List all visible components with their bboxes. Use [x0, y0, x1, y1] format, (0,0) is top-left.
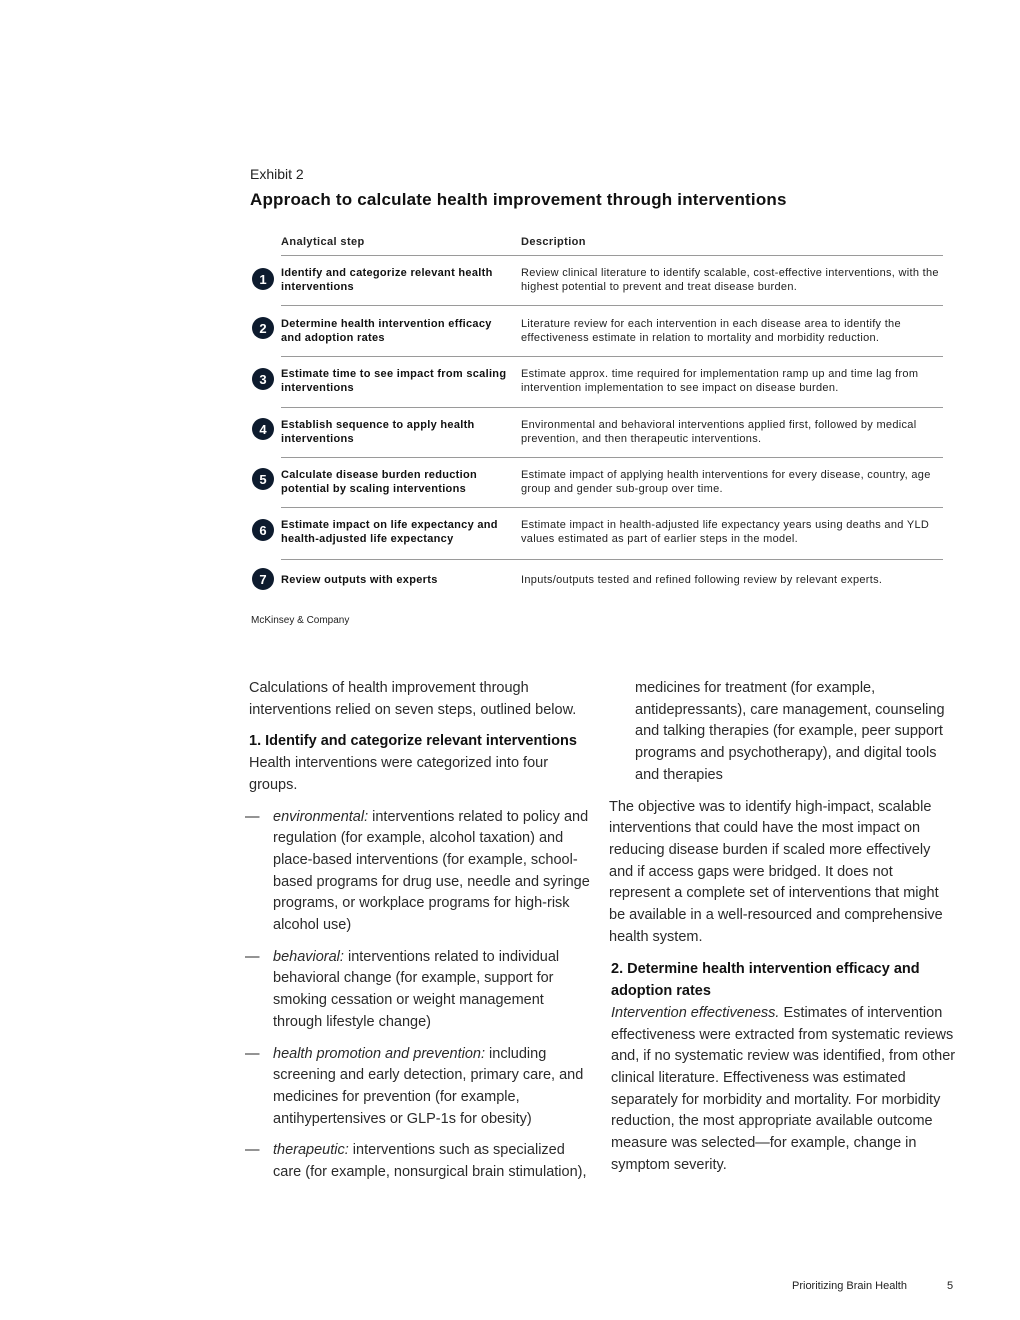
- section-1-heading: 1. Identify and categorize relevant interventions: [249, 733, 577, 750]
- section-1-text: Health interventions were categorized into four groups.: [249, 755, 549, 793]
- bullet-health-promotion: [245, 1044, 594, 1131]
- table-divider: [281, 559, 943, 560]
- bullet-dash: —: [245, 1142, 260, 1159]
- left-column: [245, 678, 594, 1184]
- step-number-badge: 2: [252, 317, 274, 339]
- step-description: Inputs/outputs tested and refined following review by relevant experts.: [521, 574, 883, 586]
- bullet-therapeutic-continued: medicines for treatment (for example, antidepressants), care management, counseling and talking therapies (for example, peer support programs and psychotherapy), and digital tools and therapies: [635, 680, 945, 783]
- bullet-text: interventions such as specialized care (for example, nonsurgical brain stimulation),: [273, 1142, 587, 1181]
- step-label: Determine health intervention efficacy and adoption rates: [281, 318, 492, 344]
- step-number-badge: 7: [252, 568, 274, 590]
- bullet-label: behavioral:: [273, 948, 344, 965]
- step-description: Estimate impact of applying health interventions for every disease, country, age group and gender sub-group over time.: [521, 469, 931, 495]
- objective-paragraph: The objective was to identify high-impact, scalable interventions that could have the most impact on reducing disease burden if scaled more effectively and if access gaps were bridged. It does not represent a complete set of interventions that might be available in a well-resourced and comprehensive health system.: [609, 798, 943, 945]
- step-label: Calculate disease burden reduction potential by scaling interventions: [281, 469, 478, 495]
- exhibit-label: Exhibit 2: [250, 166, 304, 182]
- section-2-heading: 2. Determine health intervention efficacy and adoption rates: [611, 961, 920, 1000]
- bullet-label: health promotion and prevention:: [273, 1045, 486, 1062]
- step-number-badge: 1: [252, 268, 274, 290]
- column-header-step: Analytical step: [281, 236, 365, 248]
- step-number-badge: 5: [252, 468, 274, 490]
- right-column: [611, 678, 956, 1176]
- table-divider: [281, 457, 943, 458]
- bullet-text: interventions related to individual behavioral change (for example, support for smoking cessation or weight management through lifestyle change): [273, 948, 560, 1030]
- step-label: Establish sequence to apply health interventions: [281, 419, 475, 445]
- step-label: Identify and categorize relevant health interventions: [281, 267, 493, 293]
- step-description: Literature review for each intervention in each disease area to identify the effectiveness estimate in relation to mortality and morbidity reduction.: [521, 318, 901, 344]
- step-number-badge: 6: [252, 519, 274, 541]
- step-label: Estimate impact on life expectancy and health-adjusted life expectancy: [281, 519, 498, 545]
- section-2-paragraph: [611, 1003, 956, 1177]
- step-description: Review clinical literature to identify scalable, cost-effective interventions, with the highest potential to prevent and treat disease burden.: [521, 267, 939, 293]
- column-header-description: Description: [521, 236, 586, 248]
- table-divider: [281, 255, 943, 256]
- bullet-text: interventions related to policy and regulation (for example, alcohol taxation) and place-based interventions (for example, school-based programs for drug use, needle and syringe programs, or workplace programs for high-risk alcohol use): [273, 808, 590, 934]
- bullet-dash: —: [245, 1045, 260, 1062]
- step-description: Estimate impact in health-adjusted life expectancy years using deaths and YLD values estimated as part of earlier steps in the model.: [521, 519, 930, 545]
- bullet-label: environmental:: [273, 808, 369, 825]
- table-divider: [281, 356, 943, 357]
- table-divider: [281, 305, 943, 306]
- table-divider: [281, 507, 943, 508]
- page-number: 5: [947, 1280, 954, 1292]
- bullet-environmental: [245, 807, 594, 937]
- bullet-dash: —: [245, 808, 260, 825]
- bullet-behavioral: [245, 947, 594, 1034]
- section-2-text: Estimates of intervention effectiveness were extracted from systematic reviews and, if no systematic review was identified, from other clinical literature. Effectiveness was estimated separately for morbidity and mortality. For morbidity reduction, the most appropriate available outcome measure was selected—for example, change in symptom severity.: [611, 1004, 956, 1173]
- bullet-dash: —: [245, 948, 260, 965]
- step-label: Review outputs with experts: [281, 574, 438, 586]
- intro-paragraph: Calculations of health improvement through interventions relied on seven steps, outlined below.: [249, 680, 577, 718]
- bullet-label: therapeutic:: [273, 1142, 349, 1159]
- step-description: Estimate approx. time required for implementation ramp up and time lag from intervention implementation to see impact on disease burden.: [521, 368, 919, 394]
- bullet-therapeutic: [245, 1140, 594, 1183]
- step-number-badge: 4: [252, 418, 274, 440]
- section-2-label: Intervention effectiveness.: [611, 1004, 780, 1021]
- bullet-text: including screening and early detection, primary care, and medicines for prevention (for example, antihypertensives or GLP-1s for obesity): [273, 1045, 584, 1127]
- exhibit-title: Approach to calculate health improvement through interventions: [250, 190, 787, 209]
- step-label: Estimate time to see impact from scaling interventions: [281, 368, 507, 394]
- step-description: Environmental and behavioral interventions applied first, followed by medical prevention, and then therapeutic interventions.: [521, 419, 917, 445]
- step-number-badge: 3: [252, 368, 274, 390]
- footer-report-title: Prioritizing Brain Health: [792, 1280, 907, 1292]
- table-divider: [281, 407, 943, 408]
- exhibit-source: McKinsey & Company: [251, 615, 350, 626]
